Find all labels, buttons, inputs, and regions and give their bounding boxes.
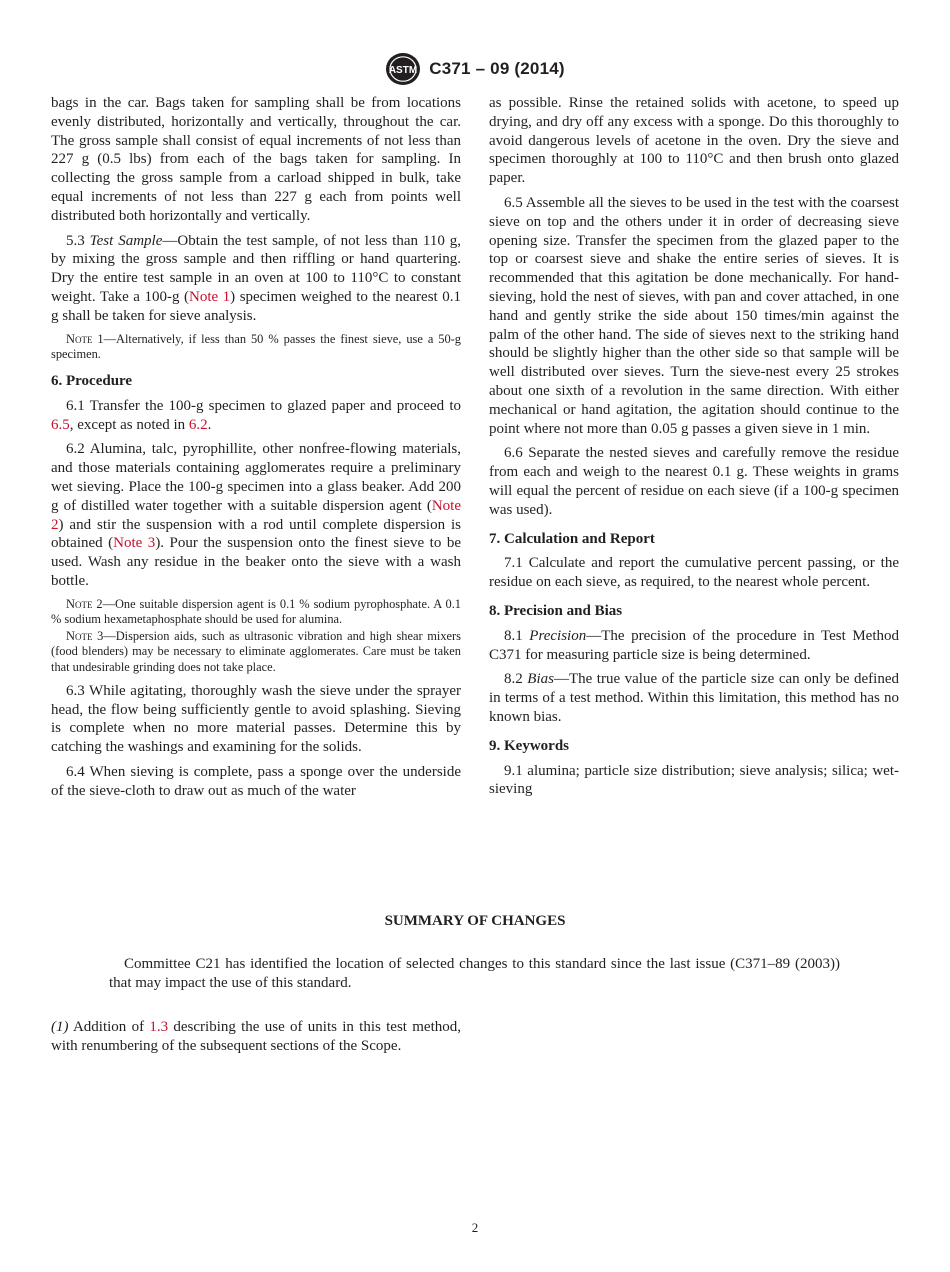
note-label: Note <box>66 629 93 644</box>
summary-intro: Committee C21 has identified the location of selected changes to this standard since the last issue (C371–89 (2003)) that may impact the use of this standard. <box>109 956 840 991</box>
note-text: 1—Alternatively, if less than 50 % passes the finest sieve, use a 50-g specimen. <box>51 331 461 361</box>
paragraph-5-3 <box>51 232 461 326</box>
note-label: Note <box>66 331 93 346</box>
change-item-1 <box>51 1018 461 1056</box>
section-title: Bias <box>527 671 554 688</box>
logo-text: ASTM <box>389 65 418 76</box>
text-segment: ) and stir the suspension with a rod until complete dispersion is obtained ( <box>51 516 461 552</box>
right-column <box>489 94 899 805</box>
text-segment: . <box>207 416 212 433</box>
page-number: 2 <box>471 1220 479 1235</box>
section-number: 8.2 <box>504 671 523 688</box>
text-segment: 6.2 Alumina, talc, pyrophillite, other nonfree-flowing materials, and those materials containing agglomerates require a preliminary wet sieving. Place the 100-g specimen into a glass beaker. Add 200 g of distilled water together with a suitable dispersion agent ( <box>51 441 461 514</box>
paragraph-6-1 <box>51 397 461 435</box>
paragraph-6-6: 6.6 Separate the nested sieves and carefully remove the residue from each and weigh to the nearest 0.1 g. These weights in grams will equal the percent of residue on each sieve (if a 100-g specimen was used). <box>489 445 899 518</box>
change-item-number: (1) <box>51 1019 69 1035</box>
paragraph-9-1: 9.1 alumina; particle size distribution; sieve analysis; silica; wet-sieving <box>489 762 899 798</box>
paragraph-8-2 <box>489 670 899 726</box>
note-text: 2—One suitable dispersion agent is 0.1 % sodium pyrophosphate. A 0.1 % sodium hexametaphosphate should be used for alumina. <box>51 596 461 626</box>
text-segment: Addition of <box>68 1019 150 1035</box>
paragraph-7-1: 7.1 Calculate and report the cumulative percent passing, or the residue on each sieve, as required, to the nearest whole percent. <box>489 555 899 591</box>
heading-precision-and-bias: 8. Precision and Bias <box>489 602 623 619</box>
text-segment: —The precision of the procedure in Test Method C371 for measuring particle size is being determined. <box>489 627 899 663</box>
summary-of-changes-title: SUMMARY OF CHANGES <box>384 913 566 929</box>
heading-procedure: 6. Procedure <box>51 372 133 389</box>
section-title: Precision <box>529 627 587 644</box>
note-2-link[interactable]: Note 2 <box>51 497 461 533</box>
note-1 <box>51 332 461 362</box>
page-header <box>0 52 950 86</box>
paragraph-8-1 <box>489 627 899 665</box>
document-designation: C371 – 09 (2014) <box>429 59 565 78</box>
text-segment: ) specimen weighed to the nearest 0.1 g shall be taken for sieve analysis. <box>51 288 461 324</box>
section-title: Test Sample <box>89 232 163 249</box>
section-1-3-link[interactable]: 1.3 <box>149 1019 169 1035</box>
section-6-5-link[interactable]: 6.5 <box>51 416 70 433</box>
section-number: 8.1 <box>504 627 523 644</box>
note-label: Note <box>66 596 93 611</box>
left-column <box>51 94 461 807</box>
section-6-2-link[interactable]: 6.2 <box>188 416 208 433</box>
note-3-link[interactable]: Note 3 <box>113 535 156 552</box>
note-3 <box>51 629 461 675</box>
text-segment: , except as noted in <box>69 416 189 433</box>
heading-calculation-and-report: 7. Calculation and Report <box>489 530 655 547</box>
text-segment: describing the use of units in this test method, with renumbering of the subsequent sections of the Scope. <box>51 1019 461 1054</box>
text-segment: 6.1 Transfer the 100-g specimen to glazed paper and proceed to <box>66 397 461 414</box>
text-segment: —Obtain the test sample, of not less than 110 g, by mixing the gross sample and then riffling or hand quartering. Dry the entire test sample in an oven at 100 to 110°C to constant weight. Take a 100-g ( <box>51 232 461 305</box>
astm-logo <box>385 52 421 86</box>
text-segment: ). Pour the suspension onto the finest sieve to be used. Wash any residue in the beaker onto the sieve with a wash bottle. <box>51 535 461 589</box>
section-number: 5.3 <box>66 232 85 249</box>
paragraph-6-3: 6.3 While agitating, thoroughly wash the sieve under the sprayer head, the flow being sufficiently gentle to avoid splashing. Sieving is complete when no more material passes. Determine this by catching the washings and examining for the solids. <box>51 682 461 756</box>
heading-keywords: 9. Keywords <box>489 737 569 754</box>
note-1-link[interactable]: Note 1 <box>188 288 231 305</box>
paragraph-6-5: 6.5 Assemble all the sieves to be used in the test with the coarsest sieve on top and the others under it in order of decreasing sieve opening size. Transfer the specimen from the glazed paper to the top or coarsest sieve and shake the entire series of sieves. It is recommended that this agitation be done mechanically. For hand-sieving, hold the nest of sieves, with pan and cover attached, in one hand and gently strike the side about 150 times/min against the palm of the other hand. The side of sieves next to the striking hand should be slightly higher than the other side so that sample will be well distributed over sieves. Turn the sieve-nest every 25 strokes about one sixth of a revolution in the same direction. With either mechanical or hand agitation, the agitation should continue to the point where not more than 0.05 g passes a given sieve in 1 min. <box>489 194 899 437</box>
paragraph-continued: bags in the car. Bags taken for sampling shall be from locations evenly distributed, horizontally and vertically, throughout the car. The gross sample shall consist of equal increments of not less than 227 g (0.5 lbs) from each of the bags taken for sampling. In collecting the gross sample from a carload shipped in bulk, take equal increments of not less than 227 g each from points well distributed both horizontally and vertically. <box>51 95 461 224</box>
paragraph-6-2 <box>51 440 461 590</box>
text-segment: —The true value of the particle size can only be defined in terms of a test method. Within this limitation, this method has no known bias. <box>489 671 900 725</box>
paragraph-continued: as possible. Rinse the retained solids with acetone, to speed up drying, and dry off any excess with a sponge. Do this thoroughly to avoid dangerous levels of acetone in the oven. Dry the sieve and specimen thoroughly at 100 to 110°C and then brush onto glazed paper. <box>489 95 899 187</box>
note-2 <box>51 597 461 627</box>
paragraph-6-4: 6.4 When sieving is complete, pass a sponge over the underside of the sieve-cloth to draw out as much of the water <box>51 763 461 799</box>
note-text: 3—Dispersion aids, such as ultrasonic vibration and high shear mixers (food blenders) may be necessary to eliminate agglomerates. Care must be taken that undesirable grinding does not take place. <box>51 629 461 674</box>
